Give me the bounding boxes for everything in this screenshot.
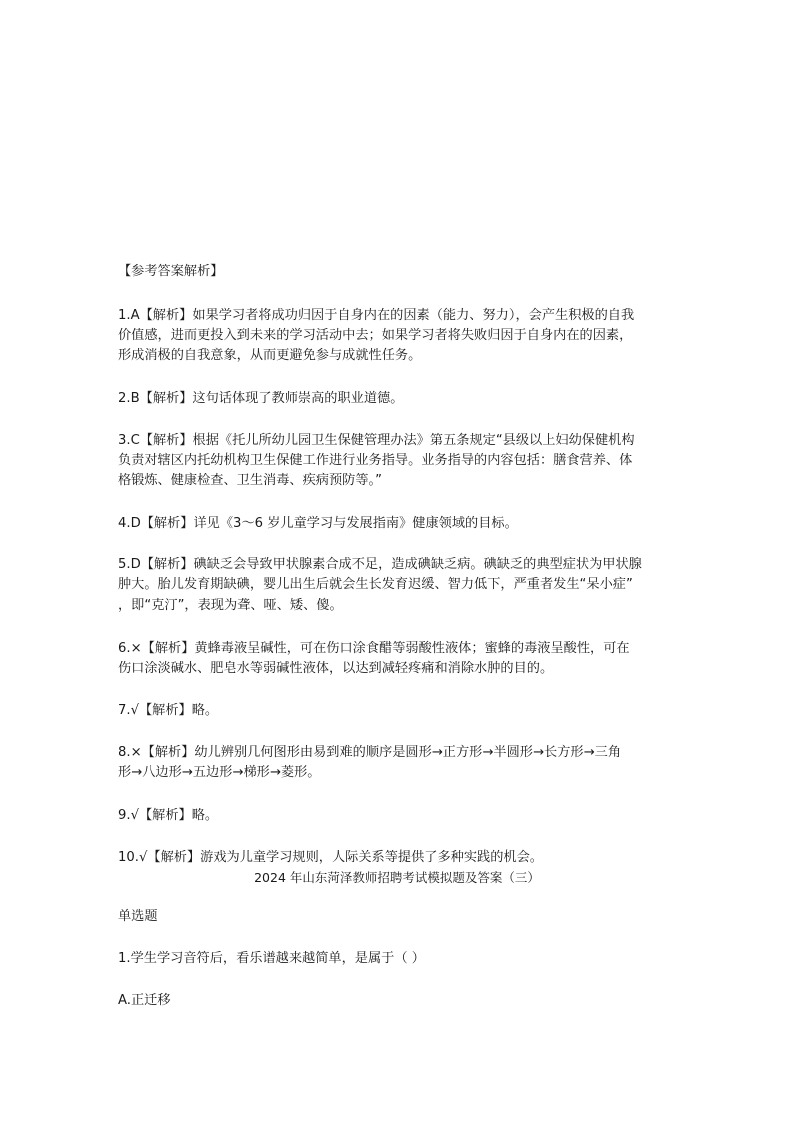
- answer-5-line-3: ，即“克汀”，表现为聋、哑、矮、傻。: [118, 598, 343, 613]
- exam-title: 2024 年山东菏泽教师招聘考试模拟题及答案（三）: [254, 870, 540, 885]
- answer-4: 4.D【解析】详见《3～6 岁儿童学习与发展指南》健康领域的目标。: [118, 516, 518, 531]
- answer-7: 7.√【解析】略。: [118, 703, 219, 718]
- section-label: 单选题: [118, 909, 158, 924]
- answer-2: 2.B【解析】这句话体现了教师崇高的职业道德。: [118, 391, 404, 406]
- answer-5-line-2: 肿大。胎儿发育期缺碘，婴儿出生后就会生长发育迟缓、智力低下，严重者发生“呆小症”: [118, 577, 633, 592]
- question-1: 1.学生学习音符后，看乐谱越来越简单，是属于（ ）: [118, 951, 425, 966]
- answer-1-line-1: 1.A【解析】如果学习者将成功归因于自身内在的因素（能力、努力），会产生积极的自我: [118, 308, 635, 323]
- answer-1-line-2: 价值感，进而更投入到未来的学习活动中去；如果学习者将失败归因于自身内在的因素，: [118, 328, 633, 343]
- option-a: A.正迁移: [118, 993, 171, 1008]
- answer-10: 10.√【解析】游戏为儿童学习规则，人际关系等提供了多种实践的机会。: [118, 850, 543, 865]
- answer-6-line-1: 6.×【解析】黄蜂毒液呈碱性，可在伤口涂食醋等弱酸性液体；蜜蜂的毒液呈酸性，可在: [118, 641, 630, 656]
- answer-3-line-1: 3.C【解析】根据《托儿所幼儿园卫生保健管理办法》第五条规定“县级以上妇幼保健机构: [118, 433, 635, 448]
- answer-9: 9.√【解析】略。: [118, 808, 219, 823]
- answer-3-line-2: 负责对辖区内托幼机构卫生保健工作进行业务指导。业务指导的内容包括：膳食营养、体: [118, 453, 633, 468]
- answer-3-line-3: 格锻炼、健康检查、卫生消毒、疾病预防等。”: [118, 473, 382, 488]
- answers-heading: 【参考答案解析】: [118, 264, 224, 279]
- answer-8-line-1: 8.×【解析】幼儿辨别几何图形由易到难的顺序是圆形→正方形→半圆形→长方形→三角: [118, 745, 622, 760]
- answer-5-line-1: 5.D【解析】碘缺乏会导致甲状腺素合成不足，造成碘缺乏病。碘缺乏的典型症状为甲状腺: [118, 557, 642, 572]
- answer-8-line-2: 形→八边形→五边形→梯形→菱形。: [118, 765, 321, 780]
- answer-6-line-2: 伤口涂淡碱水、肥皂水等弱碱性液体，以达到减轻疼痛和消除水肿的目的。: [118, 661, 554, 676]
- answer-1-line-3: 形成消极的自我意象，从而更避免参与成就性任务。: [118, 348, 422, 363]
